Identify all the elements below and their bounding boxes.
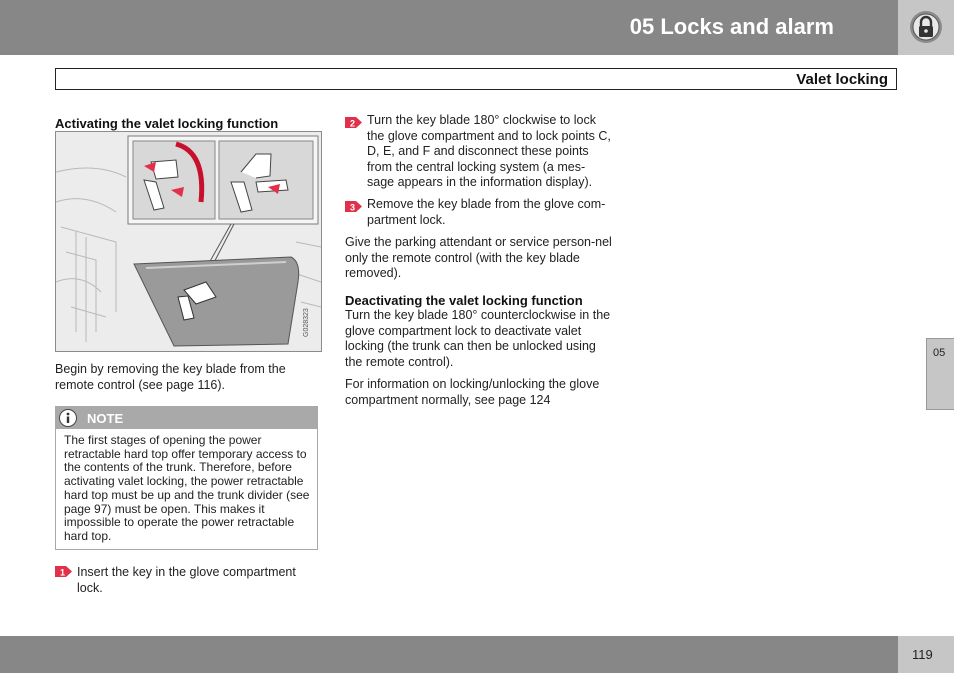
footer-bar	[0, 636, 898, 673]
section-title: Valet locking	[796, 71, 888, 88]
glove-info-paragraph: For information on locking/unlocking the glove compartment normally, see page 124	[345, 377, 600, 407]
step-2-text: Turn the key blade 180° clockwise to lock the glove compartment and to lock points C, D, E, and F and disconnect these points from the central locking system (a mes-sage appears in the information display).	[367, 113, 611, 189]
chapter-icon-box	[898, 0, 954, 55]
step-3-arrow-icon	[345, 200, 363, 213]
note-header	[56, 407, 317, 429]
step-2	[345, 113, 613, 193]
illustration-drawing	[56, 132, 321, 351]
side-tab-label: 05	[933, 347, 946, 359]
figure-code: G028323	[303, 308, 310, 337]
step-1	[55, 565, 310, 597]
step-1-arrow-icon	[55, 565, 73, 578]
section-header	[55, 68, 897, 90]
deactivating-paragraph: Turn the key blade 180° counterclockwise in the glove compartment lock to deactivate valet locking (the trunk can then be unlocked using the remote control).	[345, 308, 611, 369]
step-1-number: 1	[60, 567, 66, 578]
step-3-text: Remove the key blade from the glove com-partment lock.	[367, 197, 606, 227]
attendant-paragraph: Give the parking attendant or service person-nel only the remote control (with the key blade removed).	[345, 235, 612, 280]
intro-paragraph: Begin by removing the key blade from the remote control (see page 116).	[55, 362, 286, 392]
chapter-title: 05 Locks and alarm	[629, 14, 834, 39]
glove-compartment-illustration	[55, 131, 322, 352]
page-number: 119	[912, 647, 933, 662]
page-number-box	[898, 636, 954, 673]
step-2-arrow-icon	[345, 116, 363, 129]
step-2-number: 2	[350, 118, 356, 129]
note-label: NOTE	[87, 411, 124, 426]
activating-heading: Activating the valet locking function	[55, 116, 279, 131]
note-box	[55, 406, 318, 550]
chapter-side-tab[interactable]	[926, 338, 954, 410]
deactivating-heading: Deactivating the valet locking function	[345, 293, 583, 308]
padlock-icon	[909, 10, 943, 44]
note-text: The first stages of opening the power retractable hard top offer temporary access to the contents of the trunk. Therefore, before activating valet locking, the power retractable hard top must be up and the trunk divider (see page 97) must be open. This makes it impossible to operate the power retractable hard top.	[64, 433, 310, 543]
step-3	[345, 197, 613, 231]
header-bar	[0, 0, 898, 55]
step-3-number: 3	[350, 202, 356, 213]
step-1-text: Insert the key in the glove compartment lock.	[77, 565, 296, 595]
info-icon	[59, 409, 77, 427]
